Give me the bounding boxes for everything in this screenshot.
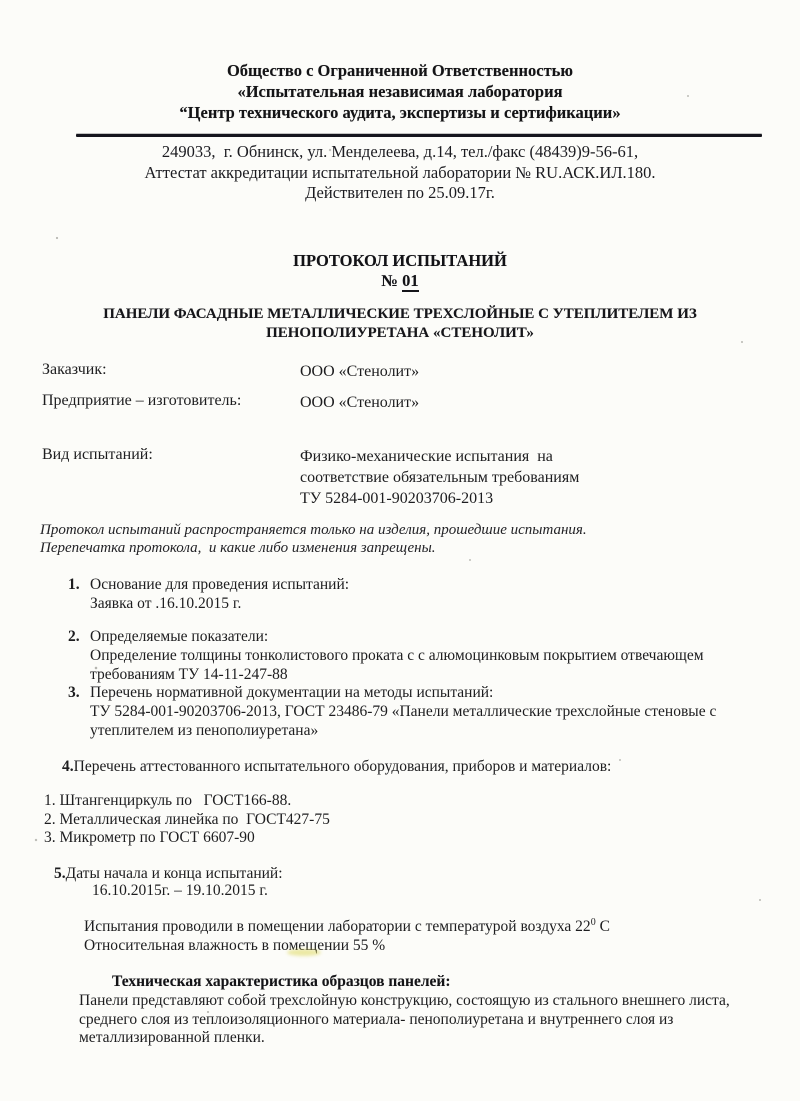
technical-paragraph-line-2: среднего слоя из теплоизоляционного материала- пенополиуретана и внутреннего слоя из bbox=[79, 1010, 674, 1028]
scan-artifact bbox=[287, 949, 321, 956]
subject-title bbox=[0, 305, 800, 343]
customer-label: Заказчик: bbox=[42, 361, 107, 378]
manufacturer-value: ООО «Стенолит» bbox=[300, 394, 420, 411]
protocol-title: ПРОТОКОЛ ИСПЫТАНИЙ bbox=[293, 251, 507, 270]
subject-line-1: ПАНЕЛИ ФАСАДНЫЕ МЕТАЛЛИЧЕСКИЕ ТРЕХСЛОЙНЫЕ С УТЕПЛИТЕЛЕМ ИЗ bbox=[103, 306, 697, 322]
org-name-line-3: “Центр технического аудита, экспертизы и сертификации» bbox=[179, 103, 621, 122]
subject-line-2: ПЕНОПОЛИУРЕТАНА «СТЕНОЛИТ» bbox=[266, 325, 534, 341]
org-header bbox=[0, 60, 800, 123]
protocol-number-value: 01 bbox=[402, 271, 419, 290]
equipment-item-2: 2. Металлическая линейка по ГОСТ427-75 bbox=[44, 810, 330, 828]
temperature-superscript: 0 bbox=[590, 916, 596, 928]
item-2-body-line-2: требованиям ТУ 14-11-247-88 bbox=[90, 666, 288, 683]
org-name-line-1: Общество с Ограниченной Ответственностью bbox=[226, 61, 574, 80]
technical-heading: Техническая характеристика образцов панелей: bbox=[112, 973, 451, 990]
equipment-item-3: 3. Микрометр по ГОСТ 6607-90 bbox=[44, 829, 255, 846]
temperature-unit: С bbox=[595, 918, 610, 935]
protocol-title-block bbox=[0, 251, 800, 291]
equipment-section-title: Перечень аттестованного испытательного оборудования, приборов и материалов: bbox=[73, 758, 612, 775]
manufacturer-label: Предприятие – изготовитель: bbox=[42, 392, 242, 409]
item-3-title: Перечень нормативной документации на методы испытаний: bbox=[90, 684, 494, 701]
list-item-normative-docs bbox=[68, 683, 716, 740]
equipment-section-number: 4. bbox=[62, 758, 74, 775]
equipment-item-1: 1. Штангенциркуль по ГОСТ166-88. bbox=[44, 792, 292, 809]
item-1-title-line bbox=[68, 575, 349, 594]
test-type-value-line-1: Физико-механические испытания на bbox=[300, 448, 553, 465]
item-3-title-line bbox=[68, 683, 716, 702]
dates-value: 16.10.2015г. – 19.10.2015 г. bbox=[92, 882, 268, 899]
list-item-basis bbox=[68, 575, 349, 613]
test-type-value-line-2: соответствие обязательным требованиям bbox=[300, 469, 580, 486]
validity-line: Действителен по 25.09.17г. bbox=[305, 183, 495, 202]
dates-section-title: Даты начала и конца испытаний: bbox=[65, 865, 283, 882]
item-2-number: 2. bbox=[68, 628, 80, 645]
test-type-label: Вид испытаний: bbox=[42, 446, 153, 463]
disclaimer-line-2: Перепечатка протокола, и какие либо изменения запрещены. bbox=[40, 540, 436, 556]
item-2-title-line bbox=[68, 627, 704, 646]
list-item-indicators bbox=[68, 627, 704, 684]
humidity-line: Относительная влажность в помещении 55 % bbox=[84, 937, 386, 954]
temperature-line bbox=[84, 917, 610, 936]
technical-paragraph-line-1: Панели представляют собой трехслойную конструкцию, состоящую из стального внешнего листа, bbox=[79, 992, 730, 1009]
customer-value: ООО «Стенолит» bbox=[300, 363, 420, 380]
protocol-number-prefix: № bbox=[381, 271, 403, 290]
test-type-value bbox=[300, 446, 579, 509]
test-type-value-line-3: ТУ 5284-001-90203706-2013 bbox=[300, 490, 494, 507]
disclaimer-line-1: Протокол испытаний распространяется только на изделия, прошедшие испытания. bbox=[40, 522, 587, 538]
org-name-line-2: «Испытательная независимая лаборатория bbox=[237, 82, 563, 101]
technical-paragraph bbox=[79, 992, 730, 1048]
accreditation-line: Аттестат аккредитации испытательной лаборатории № RU.АСК.ИЛ.180. bbox=[144, 162, 656, 182]
contact-block bbox=[0, 142, 800, 204]
item-3-number: 3. bbox=[68, 684, 80, 701]
equipment-list bbox=[44, 792, 330, 848]
item-2-body-line-1: Определение толщины тонколистового проката с с алюмоцинковым покрытием отвечающем bbox=[90, 647, 704, 664]
temperature-text: Испытания проводили в помещении лаборатории с температурой воздуха 22 bbox=[84, 918, 591, 935]
item-1-title: Основание для проведения испытаний: bbox=[90, 576, 350, 593]
item-3-body-line-2: утеплителем из пенополиуретана» bbox=[90, 722, 319, 739]
dates-section-number: 5. bbox=[54, 865, 66, 882]
conditions-block bbox=[84, 917, 610, 955]
item-1-body-line-1: Заявка от .16.10.2015 г. bbox=[90, 595, 242, 612]
technical-paragraph-line-3: металлизированной пленки. bbox=[79, 1029, 265, 1046]
item-1-number: 1. bbox=[68, 576, 80, 593]
item-3-body-line-1: ТУ 5284-001-90203706-2013, ГОСТ 23486-79 «Панели металлические трехслойные стеновые с bbox=[90, 703, 717, 720]
header-divider bbox=[76, 134, 762, 137]
disclaimer bbox=[40, 521, 587, 557]
address-line: 249033, г. Обнинск, ул. Менделеева, д.14, тел./факс (48439)9-56-61, bbox=[161, 142, 639, 161]
protocol-number bbox=[0, 271, 800, 291]
item-2-title: Определяемые показатели: bbox=[90, 628, 269, 645]
equipment-section-heading bbox=[62, 757, 611, 776]
dates-section-heading bbox=[54, 864, 283, 883]
